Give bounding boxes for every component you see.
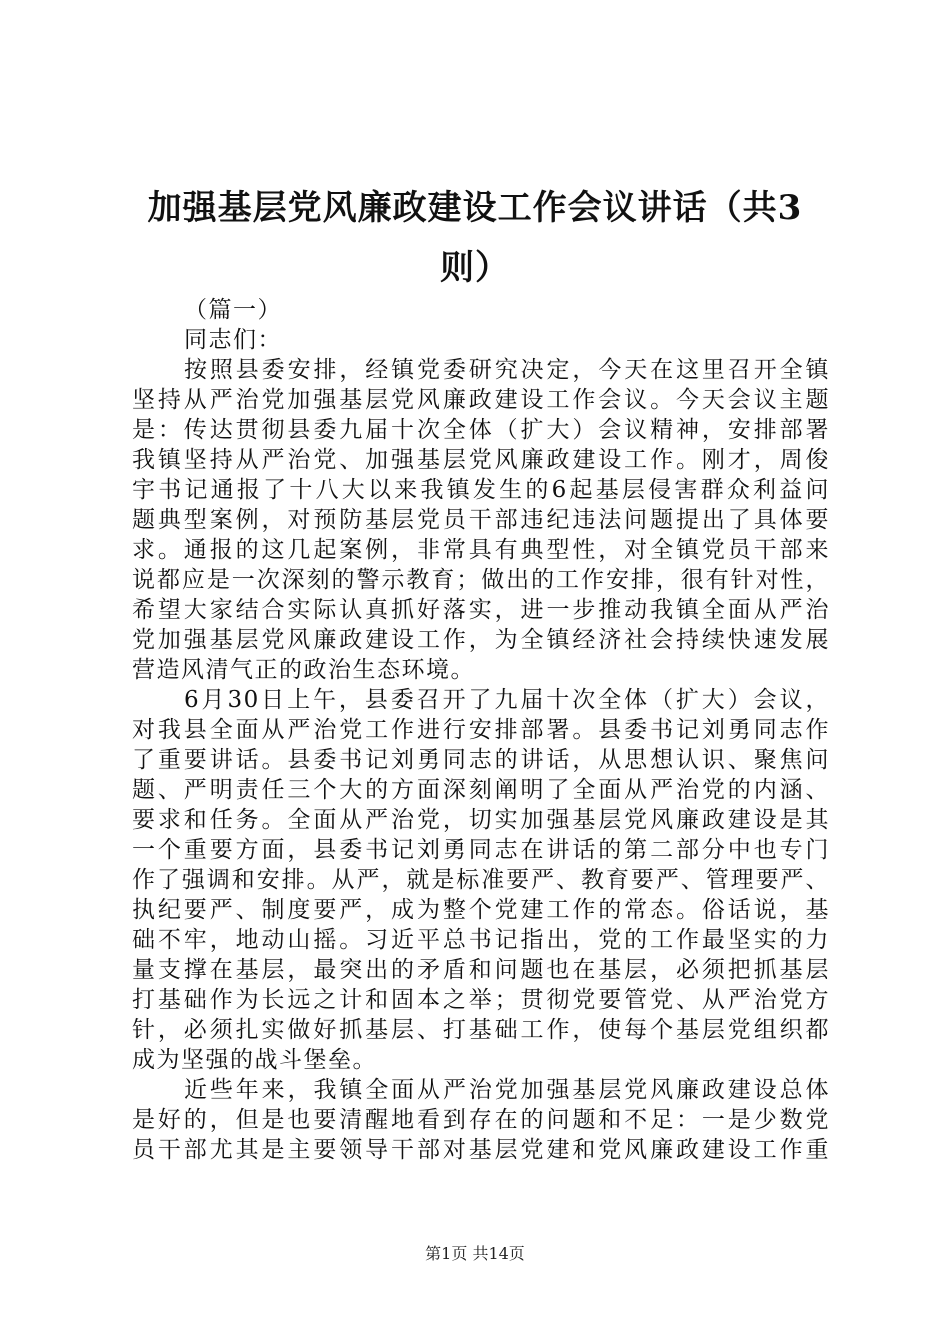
paragraph-line: 党加强基层党风廉政建设工作，为全镇经济社会持续快速发展 (132, 627, 830, 653)
paragraph-line: 题典型案例，对预防基层党员干部违纪违法问题提出了具体要 (132, 507, 830, 533)
paragraph-line: 打基础作为长远之计和固本之举；贯彻党要管党、从严治党方 (132, 987, 830, 1013)
paragraph-line: 说都应是一次深刻的警示教育；做出的工作安排，很有针对性， (132, 567, 830, 593)
paragraph-line: 营造风清气正的政治生态环境。 (132, 657, 475, 683)
document-body (132, 295, 830, 1165)
paragraph-3 (132, 1075, 830, 1165)
paragraph-line: 量支撑在基层，最突出的矛盾和问题也在基层，必须把抓基层 (132, 957, 830, 983)
paragraph-line: 针，必须扎实做好抓基层、打基础工作，使每个基层党组织都 (132, 1017, 830, 1043)
paragraph-line: 6月30日上午，县委召开了九届十次全体（扩大）会议， (184, 687, 830, 713)
section-label: （篇一） (184, 297, 282, 323)
paragraph-line: 要求和任务。全面从严治党，切实加强基层党风廉政建设是其 (132, 807, 830, 833)
page-number-footer: 第1页 共14页 (425, 1244, 525, 1263)
paragraph-line: 希望大家结合实际认真抓好落实，进一步推动我镇全面从严治 (132, 597, 830, 623)
document-title-line-1: 加强基层党风廉政建设工作会议讲话（共3 (147, 188, 803, 228)
greeting: 同志们： (184, 327, 282, 353)
paragraph-line: 题、严明责任三个大的方面深刻阐明了全面从严治党的内涵、 (132, 777, 830, 803)
paragraph-line: 是：传达贯彻县委九届十次全体（扩大）会议精神，安排部署 (132, 417, 830, 443)
paragraph-line: 坚持从严治党加强基层党风廉政建设工作会议。今天会议主题 (132, 387, 830, 413)
paragraph-line: 作了强调和安排。从严，就是标准要严、教育要严、管理要严、 (132, 867, 830, 893)
paragraph-2 (132, 685, 830, 1075)
paragraph-line: 成为坚强的战斗堡垒。 (132, 1047, 377, 1073)
paragraph-line: 员干部尤其是主要领导干部对基层党建和党风廉政建设工作重 (132, 1137, 830, 1163)
paragraph-line: 我镇坚持从严治党、加强基层党风廉政建设工作。刚才，周俊 (132, 447, 830, 473)
paragraph-line: 了重要讲话。县委书记刘勇同志的讲话，从思想认识、聚焦问 (132, 747, 830, 773)
paragraph-line: 宇书记通报了十八大以来我镇发生的6起基层侵害群众利益问 (132, 477, 830, 503)
paragraph-line: 按照县委安排，经镇党委研究决定，今天在这里召开全镇 (184, 357, 830, 383)
paragraph-line: 对我县全面从严治党工作进行安排部署。县委书记刘勇同志作 (132, 717, 830, 743)
document-title (118, 178, 832, 298)
paragraph-line: 是好的，但是也要清醒地看到存在的问题和不足：一是少数党 (132, 1107, 830, 1133)
paragraph-1 (132, 355, 830, 685)
paragraph-line: 一个重要方面，县委书记刘勇同志在讲话的第二部分中也专门 (132, 837, 830, 863)
paragraph-line: 求。通报的这几起案例，非常具有典型性，对全镇党员干部来 (132, 537, 830, 563)
document-title-line-2: 则） (440, 248, 510, 288)
paragraph-line: 执纪要严、制度要严，成为整个党建工作的常态。俗话说，基 (132, 897, 830, 923)
paragraph-line: 础不牢，地动山摇。习近平总书记指出，党的工作最坚实的力 (132, 927, 830, 953)
paragraph-line: 近些年来，我镇全面从严治党加强基层党风廉政建设总体 (184, 1077, 830, 1103)
